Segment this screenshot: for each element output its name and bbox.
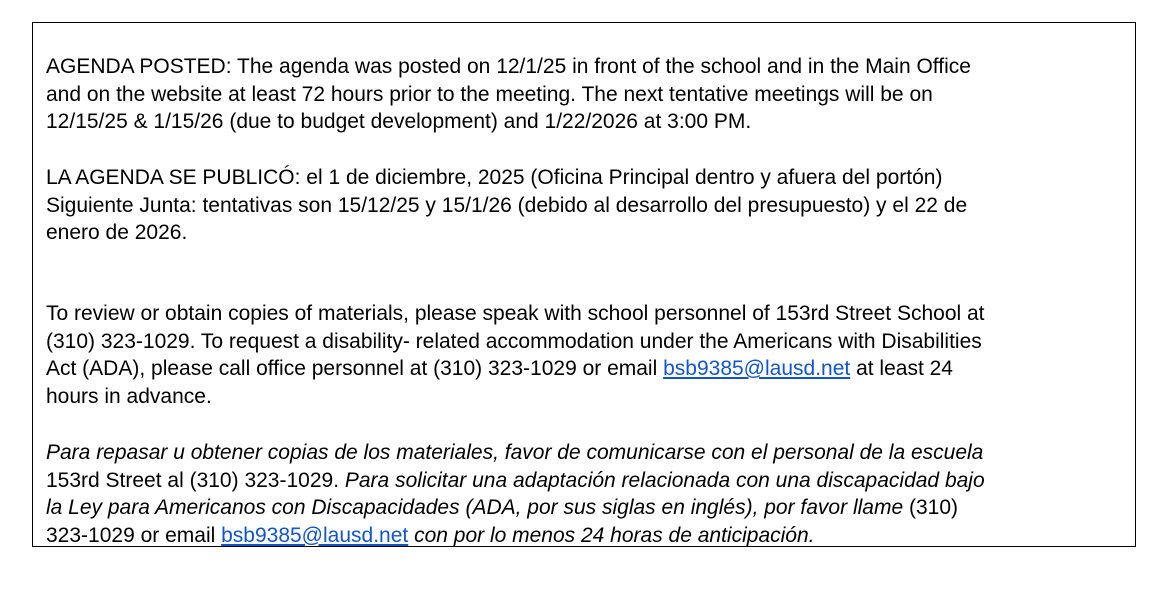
email-link[interactable]: bsb9385@lausd.net: [221, 523, 409, 547]
agenda-posted-english-paragraph: [46, 53, 971, 136]
email-link[interactable]: bsb9385@lausd.net: [663, 357, 851, 380]
text-line: [46, 219, 967, 247]
text-segment: To review or obtain copies of materials, please speak with school personnel of 153rd Street School at: [46, 302, 985, 325]
text-segment: hours in advance.: [46, 384, 212, 408]
text-segment: (310): [908, 496, 958, 519]
text-line: [46, 439, 985, 467]
agenda-posted-spanish-paragraph: [46, 164, 967, 247]
text-segment: (310) 323-1029. To request a disability- related accommodation under the Americans with Disabilities: [46, 329, 982, 353]
text-line: [46, 522, 985, 550]
text-segment: enero de 2026.: [46, 221, 188, 244]
text-segment: AGENDA POSTED: The agenda was posted on 12/1/25 in front of the school and in the Main Office: [46, 55, 971, 78]
text-line: [46, 355, 985, 383]
text-line: [46, 53, 971, 81]
text-line: [46, 300, 985, 328]
text-segment: Act (ADA), please call office personnel at (310) 323-1029 or email: [46, 357, 664, 380]
text-line: [46, 108, 971, 136]
text-line: [46, 494, 985, 522]
text-segment: Para repasar u obtener copias de los materiales, favor de comunicarse con el personal de la escuela: [46, 441, 984, 464]
text-segment: Para solicitar una adaptación relacionada con una discapacidad bajo: [344, 468, 985, 492]
text-line: [46, 383, 985, 411]
text-line: [46, 81, 971, 109]
text-segment: 12/15/25 & 1/15/26 (due to budget development) and 1/22/2026 at 3:00 PM.: [46, 110, 752, 133]
text-line: [46, 164, 967, 192]
text-segment: 323-1029 or email: [46, 523, 222, 547]
text-segment: la Ley para Americanos con Discapacidades (ADA, por sus siglas en inglés), por favor llame: [46, 496, 909, 519]
text-line: [46, 192, 967, 220]
text-segment: at least 24: [850, 357, 953, 380]
text-line: [46, 467, 985, 495]
materials-english-paragraph: [46, 300, 985, 410]
text-segment: Siguiente Junta: tentativas son 15/12/25 y 15/1/26 (debido al desarrollo del presupuesto) y el 22 de: [46, 193, 968, 217]
text-line: [46, 328, 985, 356]
text-segment: and on the website at least 72 hours prior to the meeting. The next tentative meetings will be on: [46, 82, 933, 106]
text-segment: LA AGENDA SE PUBLICÓ: el 1 de diciembre, 2025 (Oficina Principal dentro y afuera del portón): [46, 166, 943, 189]
notice-box: [32, 22, 1136, 547]
materials-spanish-paragraph: [46, 439, 985, 549]
text-segment: con por lo menos 24 horas de anticipación.: [408, 523, 815, 547]
text-segment: 153rd Street al (310) 323-1029.: [46, 468, 345, 492]
